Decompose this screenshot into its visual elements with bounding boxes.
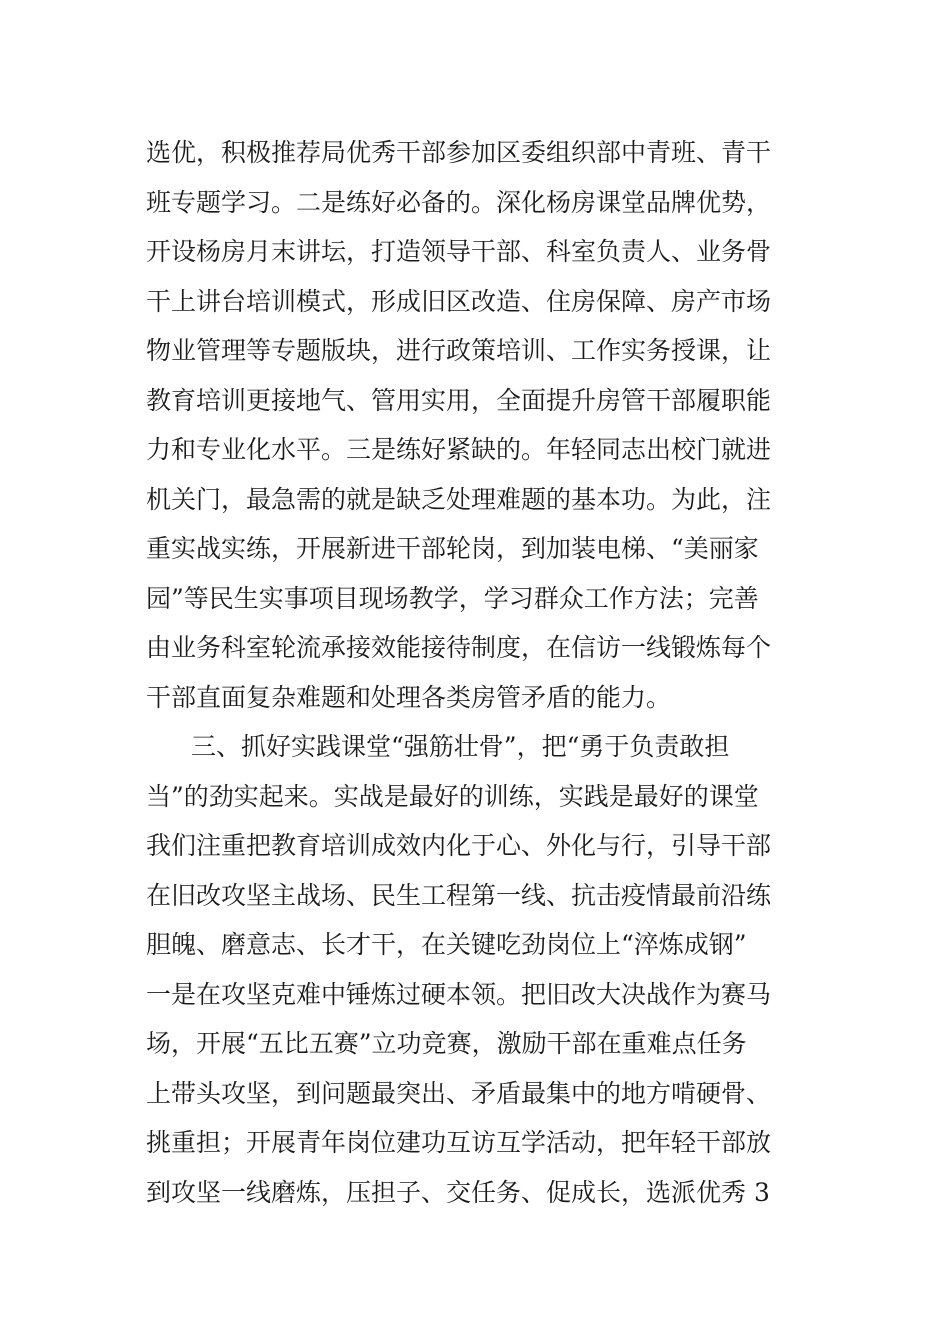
text-line: 物业管理等专题版块，进行政策培训、工作实务授课，让: [146, 336, 772, 365]
text-line: 一是在攻坚克难中锤炼过硬本领。把旧改大决战作为赛马: [146, 979, 772, 1009]
paragraph: [146, 722, 816, 1217]
text-line: 在旧改攻坚主战场、民生工程第一线、抗击疫情最前沿练: [146, 880, 772, 910]
text-line: 开设杨房月末讲坛，打造领导干部、科室负责人、业务骨: [146, 237, 772, 266]
text-line: 场，开展“五比五赛”立功竞赛，激励干部在重难点任务: [146, 1029, 747, 1058]
text-line: 到攻坚一线磨炼，压担子、交任务、促成长，选派优秀 3: [146, 1177, 770, 1207]
text-line: 当”的劲实起来。实战是最好的训练，实践是最好的课堂: [146, 781, 759, 811]
text-line: 上带头攻坚，到问题最突出、矛盾最集中的地方啃硬骨、: [146, 1078, 772, 1108]
text-line: 选优，积极推荐局优秀干部参加区委组织部中青班、青干: [146, 138, 772, 167]
paragraph: [146, 128, 816, 722]
text-line: 干上讲台培训模式，形成旧区改造、住房保障、房产市场: [146, 286, 772, 316]
text-line: 教育培训更接地气、管用实用，全面提升房管干部履职能: [146, 385, 772, 415]
text-line: 我们注重把教育培训成效内化于心、外化与行，引导干部: [146, 831, 772, 860]
text-line: 挑重担；开展青年岗位建功互访互学活动，把年轻干部放: [146, 1128, 772, 1157]
text-line: 胆魄、磨意志、长才干，在关键吃劲岗位上“淬炼成钢”: [146, 930, 747, 959]
text-line: 机关门，最急需的就是缺乏处理难题的基本功。为此，注: [146, 484, 772, 514]
text-line: 干部直面复杂难题和处理各类房管矛盾的能力。: [146, 682, 672, 712]
text-line: 重实战实练，开展新进干部轮岗，到加装电梯、“美丽家: [146, 534, 759, 563]
text-line: 力和专业化水平。三是练好紧缺的。年轻同志出校门就进: [146, 435, 772, 464]
text-line: 班专题学习。二是练好必备的。深化杨房课堂品牌优势，: [146, 187, 772, 217]
text-line: 园”等民生实事项目现场教学，学习群众工作方法；完善: [146, 583, 759, 613]
text-line: 由业务科室轮流承接效能接待制度，在信访一线锻炼每个: [146, 633, 772, 662]
body-text: [146, 128, 816, 1217]
text-line: 三、抓好实践课堂“强筋壮骨”，把“勇于负责敢担: [191, 732, 730, 761]
